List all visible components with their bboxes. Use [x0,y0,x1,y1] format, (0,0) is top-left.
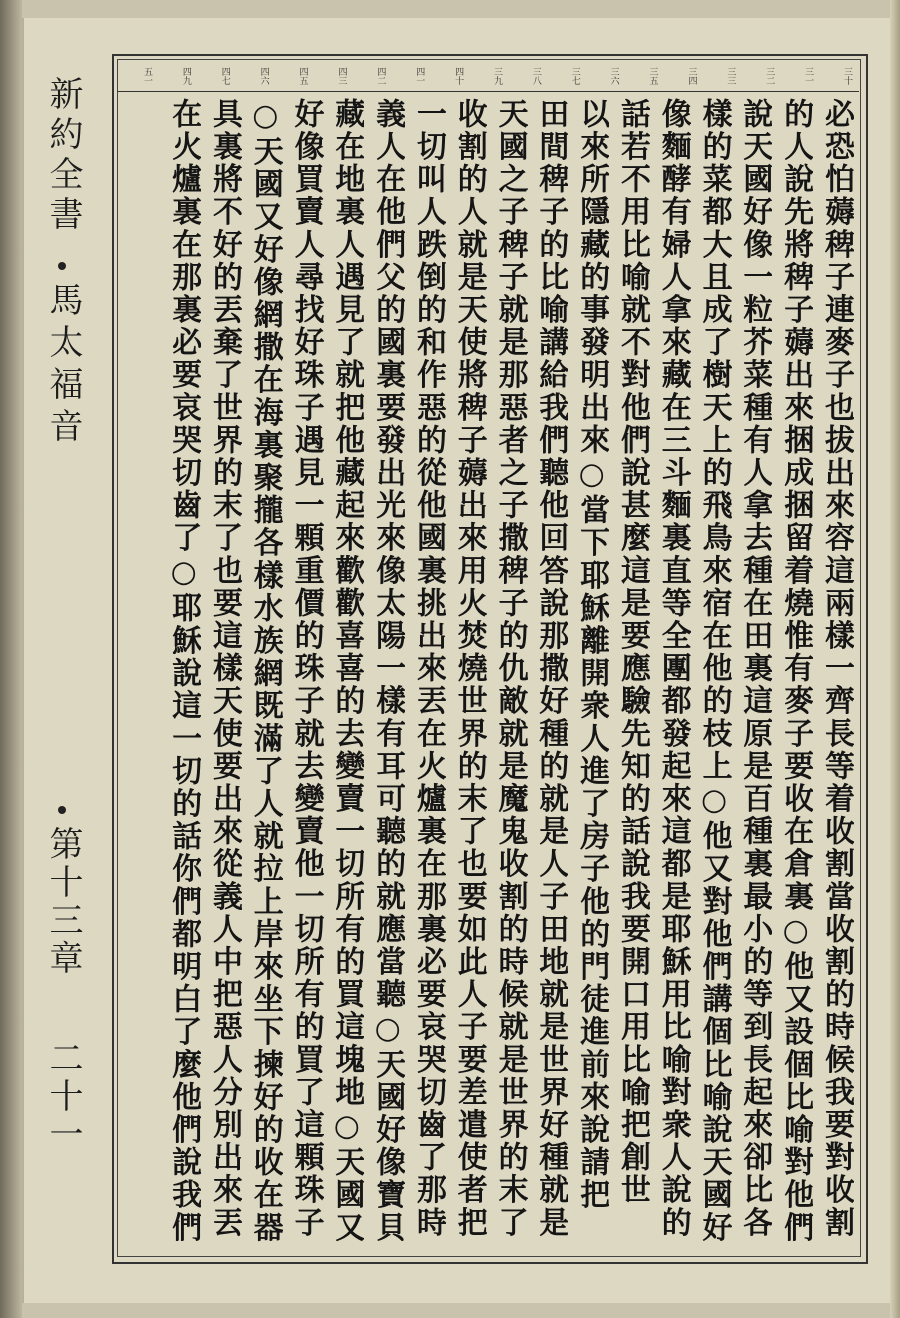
verse-number: 四五 [297,67,308,85]
separator-dot [58,806,66,814]
verse-number: 三六 [608,67,619,85]
text-column: 必恐怕薅稗子連麥子也拔出來容這兩樣一齊長等着收割當收割的時候我要對收割 [819,98,854,1239]
verse-number: 三五 [647,67,658,85]
verse-number: 四一 [414,67,425,85]
verse-number: 四六 [258,67,269,85]
text-column: 義人在他們父的國裏要發出光來像太陽一樣有耳可聽的就應當聽○天國好像寶貝 [370,98,406,1244]
text-column: 像麵酵有婦人拿來藏在三斗麵裏直等全團都發起來這都是耶穌用比喻對衆人說的 [655,98,691,1239]
verse-number: 三二 [764,67,775,85]
text-column: 好像買賣人尋找好珠子遇見一顆重價的珠子就去變賣他一切所有的買了這顆珠子 [288,98,324,1239]
running-title: 新約全書 [43,76,83,236]
page-number: 二十一 [43,1040,83,1154]
verse-number: 三七 [569,67,580,85]
text-column: 一切叫人跌倒的和作惡的從他國裏挑出來丟在火爐裏在那裏必要哀哭切齒了那時 [411,98,446,1239]
verse-number: 三八 [530,67,541,85]
text-column: 具裏將不好的丟棄了世界的末了也要這樣天使要出來從義人中把惡人分別出來丟 [207,98,242,1239]
verse-number: 三十 [842,67,852,85]
verse-number: 三一 [803,67,814,85]
text-column: 的人說先將稗子薅出來捆成捆留着燒惟有麥子要收在倉裏○他又設個比喻對他們 [778,98,814,1244]
book-spine-shadow [0,0,22,1318]
text-column: 藏在地裏人遇見了就把他藏起來歡歡喜喜的去變賣一切所有的買這塊地○天國又 [329,98,365,1244]
text-column: ○天國又好像網撒在海裏聚攏各樣水族網既滿了人就拉上岸來坐下揀好的收在器 [247,98,283,1244]
text-column: 樣的菜都大且成了樹天上的飛鳥來宿在他的枝上○他又對他們講個比喻說天國好 [696,98,732,1244]
verse-number: 四九 [180,67,191,85]
verse-number: 三九 [492,67,502,85]
verse-number: 四七 [219,67,230,85]
text-column: 田間稗子的比喻講給我們聽他回答說那撒好種的就是人子田地就是世界好種就是 [533,98,569,1239]
text-column: 在火爐裏在那裏必要哀哭切齒了○耶穌說這一切的話你們都明白了麼他們說我們 [166,98,202,1244]
text-column: 說天國好像一粒芥菜種有人拿去種在田裏這原是百種裏最小的等到長起來卻比各 [737,98,773,1239]
separator-dot [58,262,66,270]
text-column: 以來所隱藏的事發明出來○當下耶穌離開衆人進了房子他的門徒進前來說請把 [574,98,610,1212]
chapter-heading: 第十三章 [43,826,83,978]
verse-number: 四三 [336,67,347,85]
verse-number: 四十 [453,67,464,85]
text-column: 話若不用比喻就不對他們說甚麼這是要應驗先知的話說我要開口用比喻把創世 [615,98,650,1207]
text-column: 收割的人就是天使將稗子薅出來用火焚燒世界的末了也要如此人子要差遣使者把 [451,98,487,1239]
verse-number: 三三 [725,67,736,85]
book-title: 馬太福音 [43,282,83,450]
verse-number: 四二 [375,67,386,85]
text-column: 天國之子稗子就是那惡者之子撒稗子的仇敵就是魔鬼收割的時候就是世界的末了 [492,98,528,1239]
page-edge [890,0,900,1318]
verse-number: 三四 [686,67,697,85]
verse-number: 五一 [142,67,152,85]
